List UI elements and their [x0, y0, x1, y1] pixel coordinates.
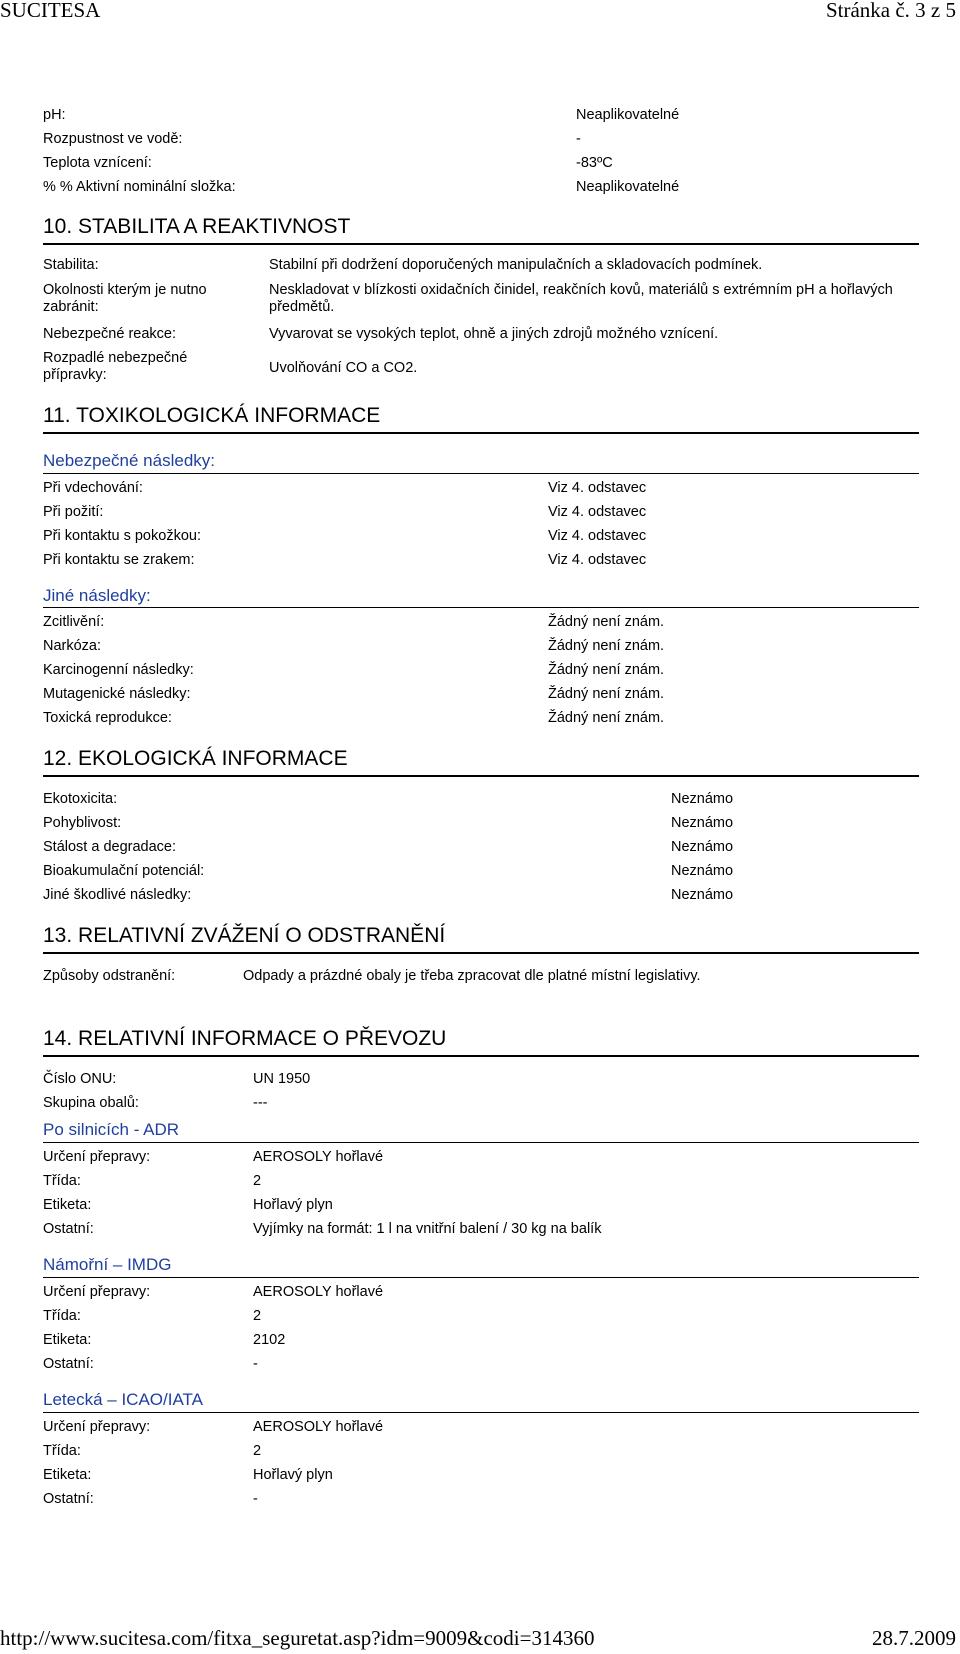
transport-mode-title-adr: Po silnicích - ADR — [43, 1120, 180, 1139]
subsection-divider — [43, 1412, 919, 1413]
footer-url[interactable]: http://www.sucitesa.com/fitxa_seguretat.asp?idm=9009&codi=314360 — [0, 1626, 595, 1650]
transport-value: Vyjímky na formát: 1 l na vnitřní balení / 30 kg na balík — [253, 1221, 602, 1237]
section-divider — [43, 775, 919, 777]
tox-label: Mutagenické následky: — [43, 686, 191, 702]
section-title-10: 10. STABILITA A REAKTIVNOST — [43, 215, 351, 238]
transport-mode-title-imdg: Námořní – IMDG — [43, 1255, 172, 1274]
eco-label: Bioakumulační potenciál: — [43, 863, 205, 879]
subsection-divider — [43, 1277, 919, 1278]
stability-value: Stabilní při dodržení doporučených manipulačních a skladovacích podmínek. — [269, 257, 763, 273]
eco-value: Neznámo — [671, 839, 734, 855]
footer-date: 28.7.2009 — [872, 1626, 956, 1650]
section-divider — [43, 243, 919, 245]
section-title-11: 11. TOXIKOLOGICKÁ INFORMACE — [43, 404, 381, 427]
transport-value: 2 — [253, 1443, 262, 1459]
eco-label: Jiné škodlivé následky: — [43, 887, 192, 903]
section-divider — [43, 952, 919, 954]
subsection-divider — [43, 473, 919, 474]
tox-value: Žádný není znám. — [548, 710, 665, 726]
transport-label: Etiketa: — [43, 1467, 92, 1483]
transport-value: AEROSOLY hořlavé — [253, 1284, 384, 1300]
tox-value: Žádný není znám. — [548, 686, 665, 702]
tox-label: Při požití: — [43, 504, 104, 520]
tox-label: Při kontaktu s pokožkou: — [43, 528, 201, 544]
transport-label: Etiketa: — [43, 1197, 92, 1213]
transport-label: Ostatní: — [43, 1356, 94, 1372]
eco-label: Pohyblivost: — [43, 815, 122, 831]
tox-label: Karcinogenní následky: — [43, 662, 194, 678]
transport-label: Třída: — [43, 1443, 81, 1459]
transport-value: - — [253, 1491, 258, 1507]
transport-value: Hořlavý plyn — [253, 1467, 333, 1483]
prop-label: pH: — [43, 107, 66, 123]
header-company: SUCITESA — [0, 0, 101, 22]
transport-label: Číslo ONU: — [43, 1071, 117, 1087]
tox-value: Viz 4. odstavec — [548, 504, 647, 520]
prop-value: -83ºC — [576, 155, 613, 171]
transport-label: Etiketa: — [43, 1332, 92, 1348]
prop-value: - — [576, 131, 581, 147]
transport-label: Určení přepravy: — [43, 1419, 151, 1435]
tox-label: Při kontaktu se zrakem: — [43, 552, 195, 568]
subsection-title: Nebezpečné následky: — [43, 451, 216, 470]
avoid-conditions-label: Okolnosti kterým je nutno zabránit: — [43, 282, 207, 315]
transport-label: Třída: — [43, 1308, 81, 1324]
eco-label: Stálost a degradace: — [43, 839, 177, 855]
transport-label: Určení přepravy: — [43, 1284, 151, 1300]
subsection-divider — [43, 607, 919, 608]
transport-value: AEROSOLY hořlavé — [253, 1149, 384, 1165]
section-title-12: 12. EKOLOGICKÁ INFORMACE — [43, 747, 348, 770]
disposal-label: Způsoby odstranění: — [43, 968, 176, 984]
decomposition-label: Rozpadlé nebezpečné přípravky: — [43, 350, 188, 383]
section-title-13: 13. RELATIVNÍ ZVÁŽENÍ O ODSTRANĚNÍ — [43, 924, 446, 947]
transport-value: UN 1950 — [253, 1071, 311, 1087]
tox-label: Při vdechování: — [43, 480, 143, 496]
tox-value: Viz 4. odstavec — [548, 528, 647, 544]
subsection-title: Jiné následky: — [43, 586, 151, 605]
stability-label: Stabilita: — [43, 257, 99, 273]
prop-label: Rozpustnost ve vodě: — [43, 131, 183, 147]
tox-label: Zcitlivění: — [43, 614, 105, 630]
prop-value: Neaplikovatelné — [576, 107, 680, 123]
tox-label: Narkóza: — [43, 638, 102, 654]
transport-value: 2 — [253, 1308, 262, 1324]
eco-value: Neznámo — [671, 887, 734, 903]
transport-label: Skupina obalů: — [43, 1095, 139, 1111]
avoid-conditions-value: Neskladovat v blízkosti oxidačních činidel, reakčních kovů, materiálů s extrémním pH a hořlavých předmětů. — [269, 282, 893, 315]
section-divider — [43, 1055, 919, 1057]
eco-value: Neznámo — [671, 815, 734, 831]
tox-value: Žádný není znám. — [548, 662, 665, 678]
section-title-14: 14. RELATIVNÍ INFORMACE O PŘEVOZU — [43, 1027, 447, 1050]
prop-label: Teplota vznícení: — [43, 155, 152, 171]
decomposition-value: Uvolňování CO a CO2. — [269, 360, 418, 376]
hazardous-reactions-label: Nebezpečné reakce: — [43, 326, 176, 342]
transport-value: --- — [253, 1095, 268, 1111]
eco-value: Neznámo — [671, 863, 734, 879]
transport-mode-title-icao: Letecká – ICAO/IATA — [43, 1390, 203, 1409]
section-divider — [43, 432, 919, 434]
prop-value: Neaplikovatelné — [576, 179, 680, 195]
transport-value: 2 — [253, 1173, 262, 1189]
eco-label: Ekotoxicita: — [43, 791, 118, 807]
transport-value: Hořlavý plyn — [253, 1197, 333, 1213]
transport-label: Třída: — [43, 1173, 81, 1189]
disposal-value: Odpady a prázdné obaly je třeba zpracovat dle platné místní legislativy. — [243, 968, 701, 984]
transport-value: AEROSOLY hořlavé — [253, 1419, 384, 1435]
subsection-divider — [43, 1142, 919, 1143]
header-page-number: Stránka č. 3 z 5 — [825, 0, 956, 22]
transport-label: Ostatní: — [43, 1491, 94, 1507]
eco-value: Neznámo — [671, 791, 734, 807]
transport-label: Ostatní: — [43, 1221, 94, 1237]
transport-value: 2102 — [253, 1332, 286, 1348]
prop-label: % % Aktivní nominální složka: — [43, 179, 236, 195]
tox-value: Žádný není znám. — [548, 614, 665, 630]
tox-value: Viz 4. odstavec — [548, 552, 647, 568]
tox-label: Toxická reprodukce: — [43, 710, 172, 726]
tox-value: Žádný není znám. — [548, 638, 665, 654]
transport-value: - — [253, 1356, 258, 1372]
hazardous-reactions-value: Vyvarovat se vysokých teplot, ohně a jiných zdrojů možného vznícení. — [269, 326, 719, 342]
transport-label: Určení přepravy: — [43, 1149, 151, 1165]
tox-value: Viz 4. odstavec — [548, 480, 647, 496]
